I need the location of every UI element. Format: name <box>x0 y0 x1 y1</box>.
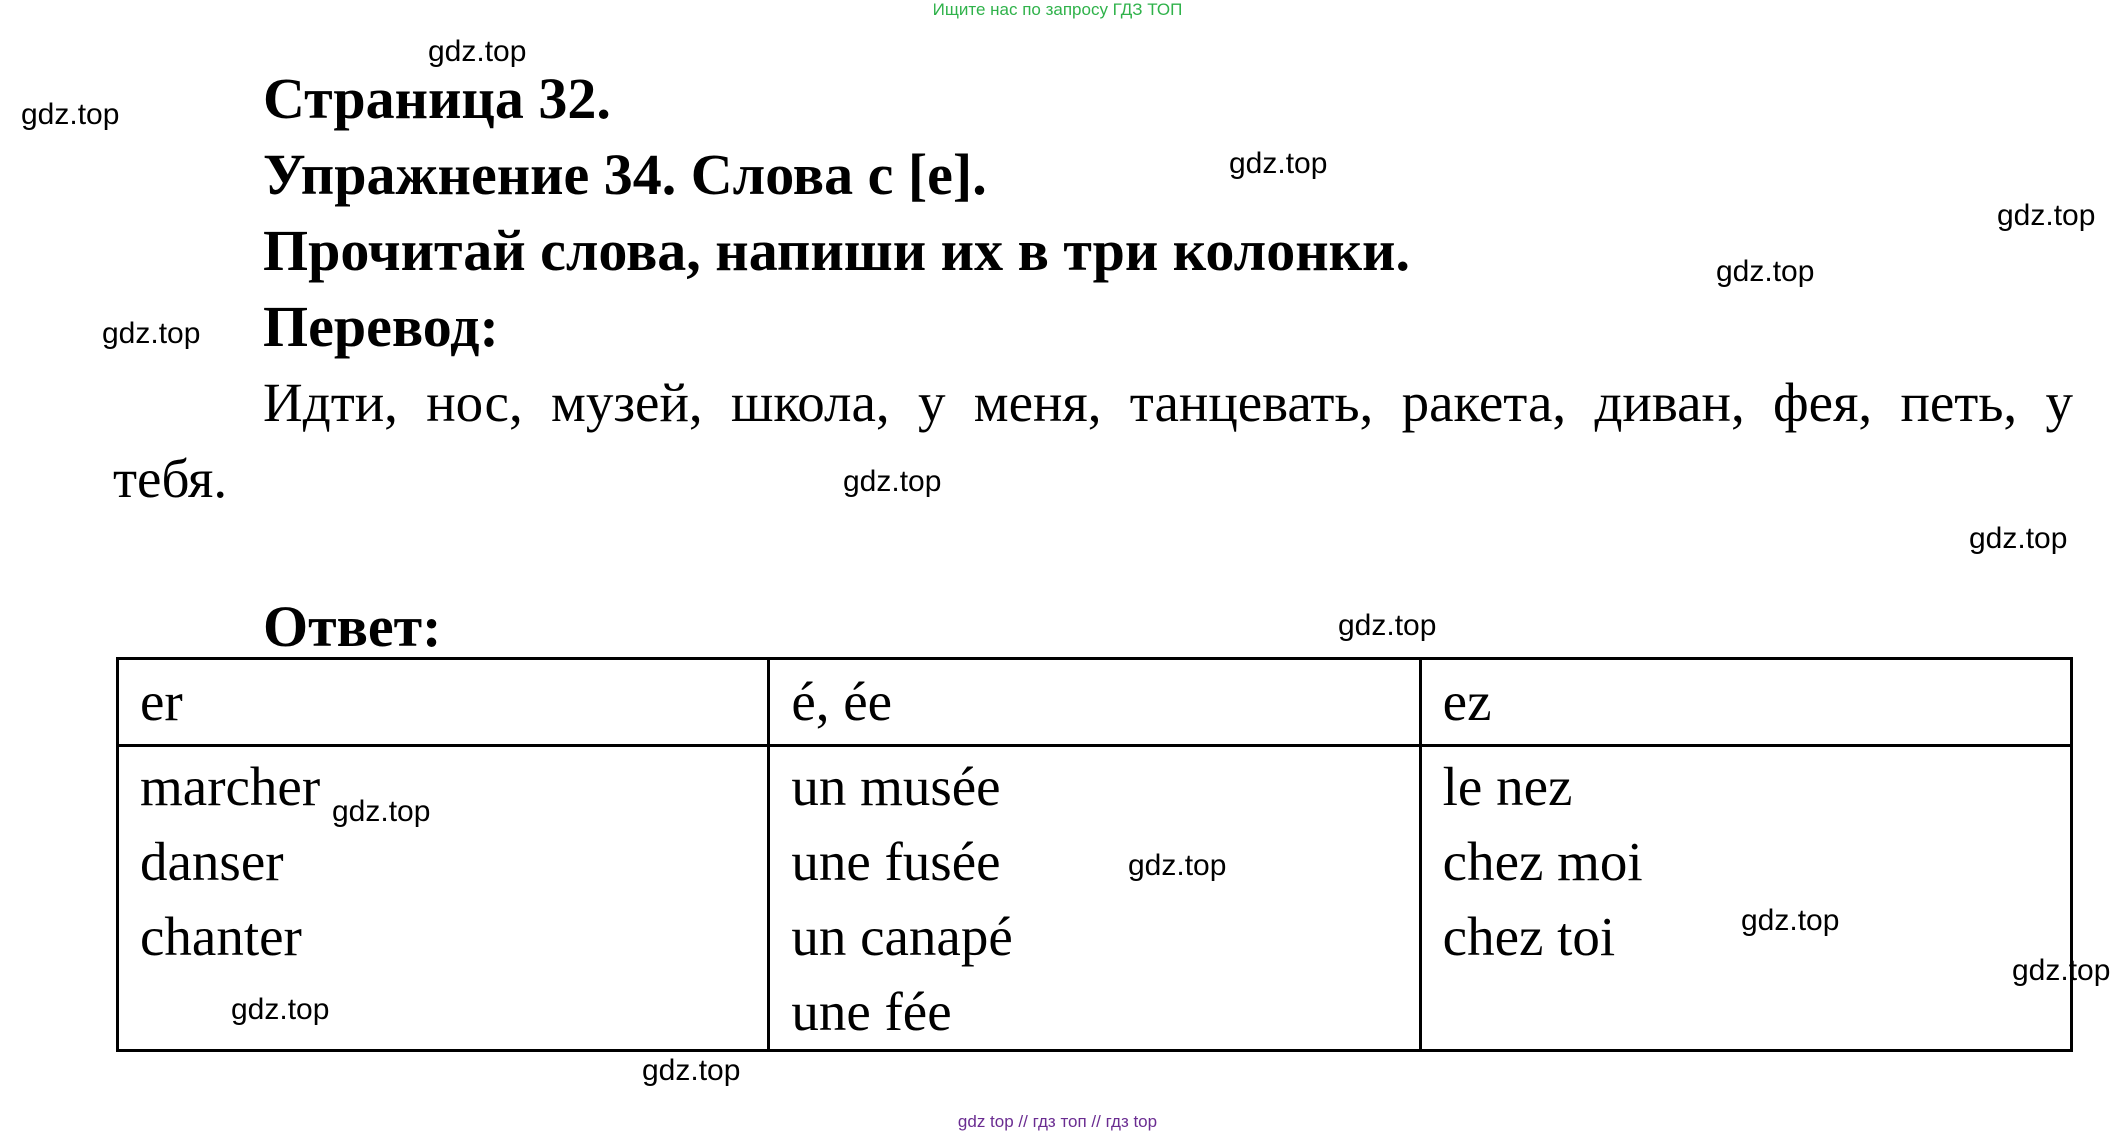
column-e-ee-cell <box>769 746 1420 1051</box>
watermark: gdz.top <box>1997 199 2096 232</box>
word-item: un canapé <box>791 906 1013 967</box>
watermark: gdz.top <box>1741 904 1840 937</box>
translation-word: Идти, <box>263 372 398 433</box>
word-item: chanter <box>140 906 302 967</box>
word-item: chez moi <box>1442 831 1643 892</box>
page-heading: Страница 32. <box>263 66 611 131</box>
footer-links[interactable]: gdz top // гдз топ // гдз top <box>957 1112 1158 1131</box>
column-header-ez: ez <box>1420 659 2071 746</box>
watermark: gdz.top <box>1128 849 1227 882</box>
translation-word: школа, <box>730 372 890 433</box>
answer-label: Ответ: <box>263 594 442 659</box>
watermark: gdz.top <box>2012 954 2111 987</box>
translation-word: нос, <box>426 372 523 433</box>
translation-line-1 <box>263 372 2073 433</box>
word-item: une fée <box>791 981 952 1042</box>
watermark: gdz.top <box>1969 522 2068 555</box>
task-heading: Прочитай слова, напиши их в три колонки. <box>263 218 1410 283</box>
translation-word: танцевать, <box>1129 372 1374 433</box>
translation-word: музей, <box>551 372 703 433</box>
translation-word: у <box>917 372 946 433</box>
translation-word: меня, <box>973 372 1102 433</box>
table-header-row <box>118 659 2072 746</box>
word-item: le nez <box>1442 756 1573 817</box>
watermark: gdz.top <box>231 993 330 1026</box>
watermark: gdz.top <box>1229 147 1328 180</box>
word-item: chez toi <box>1442 906 1616 967</box>
table-row <box>118 746 2072 1051</box>
column-header-e-ee: é, ée <box>769 659 1420 746</box>
column-ez-cell <box>1420 746 2071 1051</box>
top-banner[interactable]: Ищите нас по запросу ГДЗ ТОП <box>932 0 1183 19</box>
exercise-heading: Упражнение 34. Слова с [e]. <box>263 142 987 207</box>
watermark: gdz.top <box>1338 609 1437 642</box>
translation-word: у <box>2045 372 2073 433</box>
column-header-er: er <box>118 659 769 746</box>
watermark: gdz.top <box>102 317 201 350</box>
word-item: une fusée <box>791 831 1001 892</box>
translation-label: Перевод: <box>263 294 499 359</box>
watermark: gdz.top <box>332 795 431 828</box>
word-item: danser <box>140 831 284 892</box>
translation-word: петь, <box>1900 372 2018 433</box>
watermark: gdz.top <box>1716 255 1815 288</box>
translation-word: фея, <box>1773 372 1873 433</box>
watermark: gdz.top <box>843 465 942 498</box>
word-item: un musée <box>791 756 1001 817</box>
word-item: marcher <box>140 756 321 817</box>
watermark: gdz.top <box>428 35 527 68</box>
watermark: gdz.top <box>642 1054 741 1087</box>
column-er-cell <box>118 746 769 1051</box>
translation-word: ракета, <box>1401 372 1567 433</box>
watermark: gdz.top <box>21 98 120 131</box>
translation-word: диван, <box>1594 372 1745 433</box>
translation-line-2: тебя. <box>113 448 228 509</box>
answer-table <box>116 657 2073 1052</box>
